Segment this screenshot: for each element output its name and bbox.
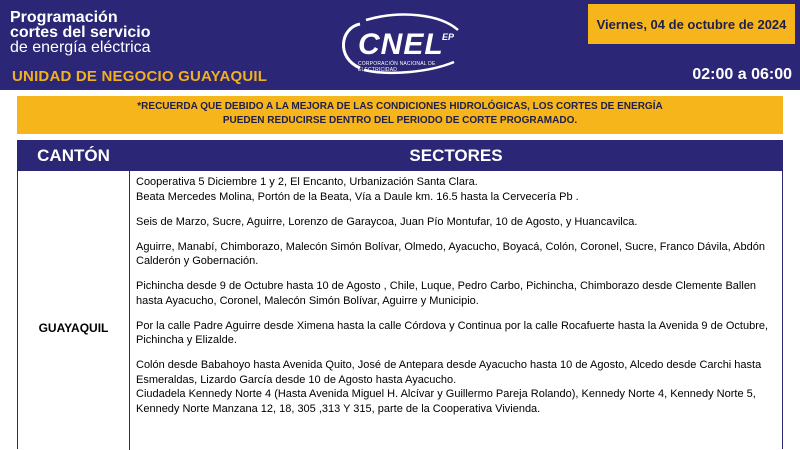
time-range: 02:00 a 06:00 bbox=[692, 66, 792, 83]
date-badge bbox=[588, 4, 795, 44]
column-divider bbox=[129, 141, 130, 450]
cnel-logo bbox=[330, 10, 470, 80]
title-line-3: de energía eléctrica bbox=[10, 39, 151, 56]
column-header-sectores: SECTORES bbox=[409, 146, 503, 165]
sector-item: Por la calle Padre Aguirre desde Ximena hasta la calle Córdova y Continua por la calle Rocafuerte hasta la Avenida 9 de Octubre, Pichincha y Elizalde. bbox=[136, 319, 769, 346]
notice-line-2: PUEDEN REDUCIRSE DENTRO DEL PERIODO DE CORTE PROGRAMADO. bbox=[222, 115, 578, 126]
sector-item: Seis de Marzo, Sucre, Aguirre, Lorenzo de Garaycoa, Juan Pío Montufar, 10 de Agosto, y Huancavilca. bbox=[136, 215, 638, 228]
sectors-cell bbox=[136, 175, 776, 427]
sector-item: Colón desde Babahoyo hasta Avenida Quito, José de Antepara desde Ayacucho hasta 10 de Agosto, Alcedo desde Carchi hasta Esmeraldas, Lizardo García desde 10 de Agosto hasta Ayacucho. bbox=[136, 359, 762, 386]
business-unit-label: UNIDAD DE NEGOCIO GUAYAQUIL bbox=[12, 68, 268, 85]
notice-banner bbox=[17, 96, 783, 134]
sector-item: Pichincha desde 9 de Octubre hasta 10 de Agosto , Chile, Luque, Pedro Carbo, Pichincha, Chimborazo desde Clemente Ballen hasta Ayacucho, Coronel, Malecón Simón Bolívar, Aguirre y Municipio. bbox=[136, 280, 757, 307]
table-header-row bbox=[18, 141, 782, 171]
header-banner bbox=[0, 0, 800, 90]
date-text: Viernes, 04 de octubre de 2024 bbox=[596, 16, 787, 32]
page-title bbox=[10, 10, 151, 55]
schedule-table bbox=[17, 140, 783, 449]
sector-item: Ciudadela Kennedy Norte 4 (Hasta Avenida Miguel H. Alcívar y Guillermo Pareja Rolando), Kennedy Norte 4, Kennedy Norte 5, Kennedy Norte Manzana 12, 18, 305 ,313 Y 315, parte de la Cooperativa Vivienda. bbox=[136, 388, 756, 415]
title-line-1: Programación bbox=[10, 9, 118, 26]
title-line-2: cortes del servicio bbox=[10, 24, 151, 41]
logo-ep: EP bbox=[442, 32, 455, 42]
sector-item: Beata Mercedes Molina, Portón de la Beata, Vía a Daule km. 16.5 hasta la Cervecería Pb . bbox=[136, 190, 579, 203]
logo-wordmark: CNEL bbox=[358, 28, 444, 61]
canton-cell: GUAYAQUIL bbox=[38, 321, 109, 335]
sector-item: Aguirre, Manabí, Chimborazo, Malecón Simón Bolívar, Olmedo, Ayacucho, Boyacá, Colón, Coronel, Sucre, Franco Dávila, Abdón Calderón y Gobernación. bbox=[136, 240, 765, 267]
logo-subtitle: CORPORACIÓN NACIONAL DE ELECTRICIDAD bbox=[358, 61, 436, 73]
column-header-canton: CANTÓN bbox=[37, 146, 110, 165]
sector-item: Cooperativa 5 Diciembre 1 y 2, El Encanto, Urbanización Santa Clara. bbox=[136, 176, 478, 188]
notice-line-1: *RECUERDA QUE DEBIDO A LA MEJORA DE LAS CONDICIONES HIDROLÓGICAS, LOS CORTES DE ENERGÍA bbox=[137, 101, 663, 112]
